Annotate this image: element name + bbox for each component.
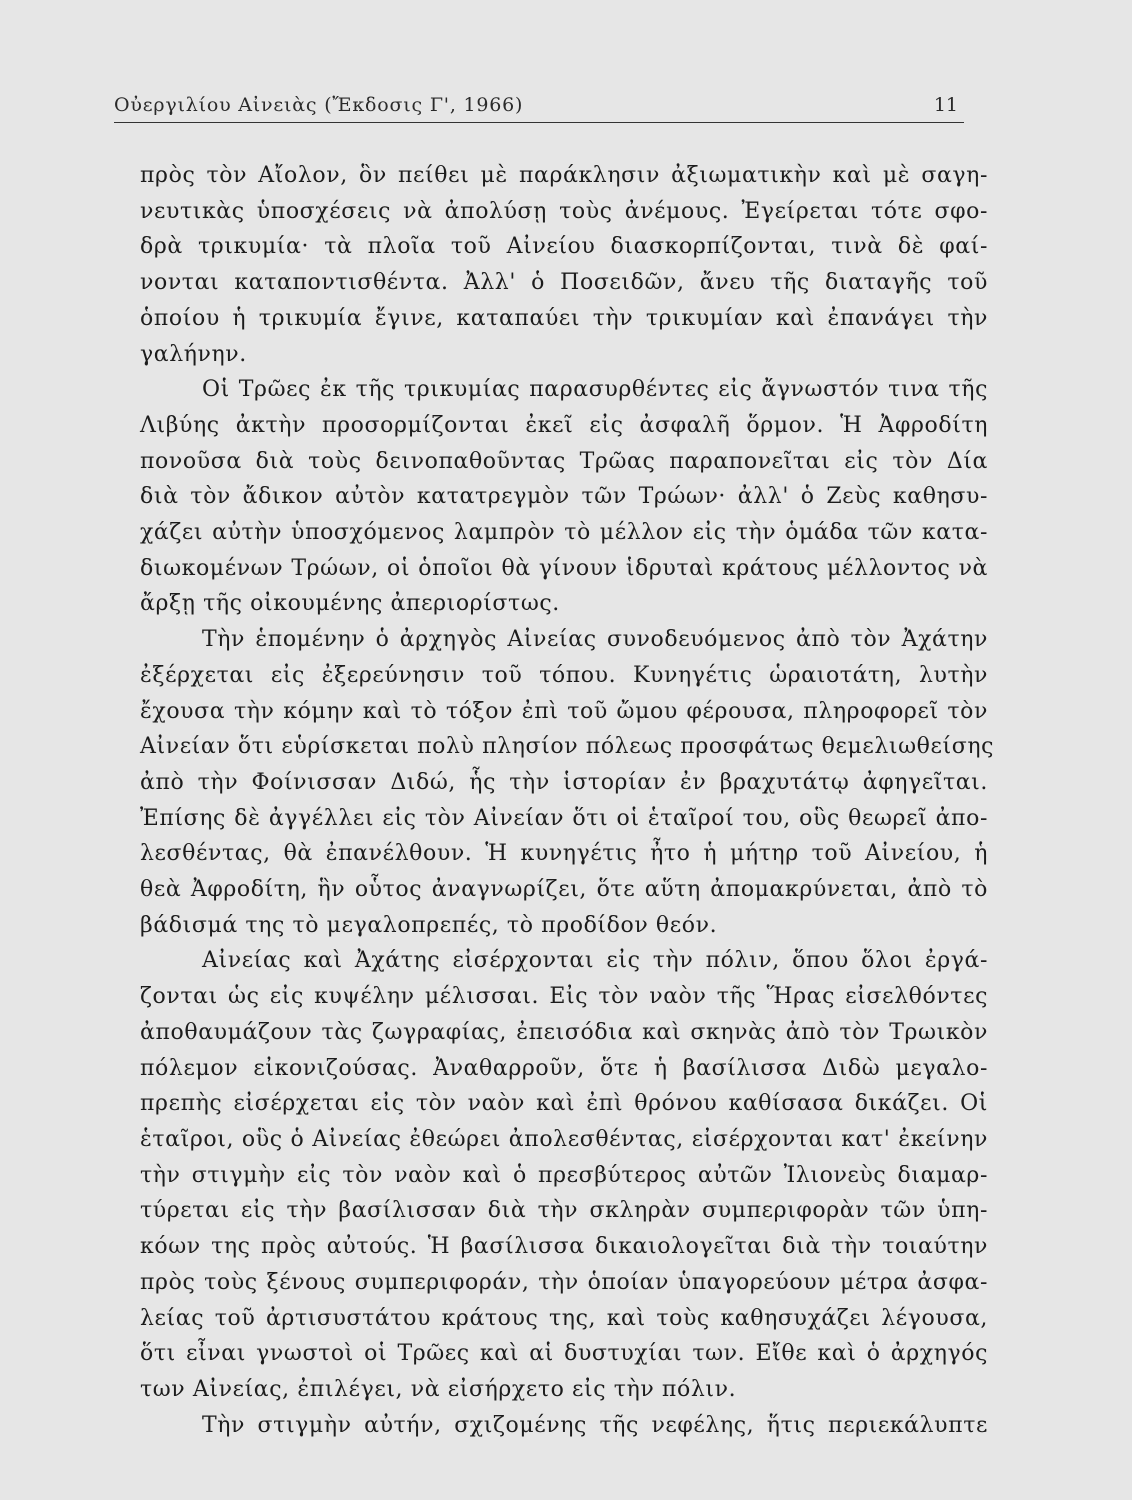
page-number: 11: [933, 94, 958, 116]
text-line: πόλεμον εἰκονιζούσας. Ἀναθαρροῦν, ὅτε ἡ βασίλισσα Διδὼ μεγαλο-: [140, 1055, 988, 1081]
running-title: Οὐεργιλίου Αἰνειὰς (Ἔκδοσις Γ', 1966): [114, 94, 524, 116]
paragraph-first-line: Τὴν ἑπομένην ὁ ἀρχηγὸς Αἰνείας συνοδευόμενος ἀπὸ τὸν Ἀχάτην: [202, 627, 988, 653]
body-text: [140, 158, 995, 1443]
text-line: ἄρξῃ τῆς οἰκουμένης ἀπεριορίστως.: [140, 591, 560, 617]
text-line: Ἐπίσης δὲ ἀγγέλλει εἰς τὸν Αἰνείαν ὅτι οἱ ἑταῖροί του, οὓς θεωρεῖ ἀπο-: [140, 805, 988, 831]
text-line: κόων της πρὸς αὐτούς. Ἡ βασίλισσα δικαιολογεῖται διὰ τὴν τοιαύτην: [140, 1234, 988, 1260]
text-line: πρὸς τοὺς ξένους συμπεριφοράν, τὴν ὁποίαν ὑπαγορεύουν μέτρα ἀσφα-: [140, 1269, 988, 1295]
text-line: διωκομένων Τρώων, οἱ ὁποῖοι θὰ γίνουν ἱδρυταὶ κράτους μέλλοντος νὰ: [140, 555, 988, 581]
text-line: ἀποθαυμάζουν τὰς ζωγραφίας, ἐπεισόδια καὶ σκηνὰς ἀπὸ τὸν Τρωικὸν: [140, 1019, 988, 1045]
text-line: νευτικὰς ὑποσχέσεις νὰ ἀπολύσῃ τοὺς ἀνέμους. Ἐγείρεται τότε σφο-: [140, 198, 988, 224]
text-line: τὴν στιγμὴν εἰς τὸν ναὸν καὶ ὁ πρεσβύτερος αὐτῶν Ἰλιονεὺς διαμαρ-: [140, 1162, 988, 1188]
text-line: ζονται ὡς εἰς κυψέλην μέλισσαι. Εἰς τὸν ναὸν τῆς Ἥρας εἰσελθόντες: [140, 984, 988, 1010]
page-header: [114, 86, 964, 123]
text-line: Αἰνείαν ὅτι εὑρίσκεται πολὺ πλησίον πόλεως προσφάτως θεμελιωθείσης: [140, 734, 995, 760]
text-line: δρὰ τρικυμία· τὰ πλοῖα τοῦ Αἰνείου διασκορπίζονται, τινὰ δὲ φαί-: [140, 234, 988, 260]
text-line: θεὰ Ἀφροδίτη, ἣν οὗτος ἀναγνωρίζει, ὅτε αὕτη ἀπομακρύνεται, ἀπὸ τὸ: [140, 877, 988, 903]
paragraph-first-line: Αἰνείας καὶ Ἀχάτης εἰσέρχονται εἰς τὴν πόλιν, ὅπου ὅλοι ἐργά-: [202, 948, 988, 974]
text-line: ἐξέρχεται εἰς ἐξερεύνησιν τοῦ τόπου. Κυνηγέτις ὡραιοτάτη, λυτὴν: [140, 662, 988, 688]
text-line: διὰ τὸν ἄδικον αὐτὸν κατατρεγμὸν τῶν Τρώων· ἀλλ' ὁ Ζεὺς καθησυ-: [140, 484, 988, 510]
text-line: λείας τοῦ ἀρτισυστάτου κράτους της, καὶ τοὺς καθησυχάζει λέγουσα,: [140, 1305, 988, 1331]
text-line: χάζει αὐτὴν ὑποσχόμενος λαμπρὸν τὸ μέλλον εἰς τὴν ὁμάδα τῶν κατα-: [140, 520, 988, 546]
text-line: πρὸς τὸν Αἴολον, ὃν πείθει μὲ παράκλησιν ἀξιωματικὴν καὶ μὲ σαγη-: [140, 163, 988, 188]
text-line: τύρεται εἰς τὴν βασίλισσαν διὰ τὴν σκληρὰν συμπεριφορὰν τῶν ὑπη-: [140, 1198, 988, 1224]
text-line: λεσθέντας, θὰ ἐπανέλθουν. Ἡ κυνηγέτις ἦτο ἡ μήτηρ τοῦ Αἰνείου, ἡ: [140, 841, 988, 867]
paragraph-first-line: Τὴν στιγμὴν αὐτήν, σχιζομένης τῆς νεφέλης, ἥτις περιεκάλυπτε: [202, 1412, 988, 1438]
text-line: πονοῦσα διὰ τοὺς δεινοπαθοῦντας Τρῶας παραπονεῖται εἰς τὸν Δία: [140, 448, 988, 474]
text-line: Λιβύης ἀκτὴν προσορμίζονται ἐκεῖ εἰς ἀσφαλῆ ὅρμον. Ἡ Ἀφροδίτη: [140, 412, 988, 438]
text-line: ἀπὸ τὴν Φοίνισσαν Διδώ, ἧς τὴν ἱστορίαν ἐν βραχυτάτῳ ἀφηγεῖται.: [140, 769, 988, 795]
text-line: ἔχουσα τὴν κόμην καὶ τὸ τόξον ἐπὶ τοῦ ὤμου φέρουσα, πληροφορεῖ τὸν: [140, 698, 988, 724]
text-line: πρεπὴς εἰσέρχεται εἰς τὸν ναὸν καὶ ἐπὶ θρόνου καθίσασα δικάζει. Οἱ: [140, 1091, 988, 1117]
text-line: ἑταῖροι, οὓς ὁ Αἰνείας ἐθεώρει ἀπολεσθέντας, εἰσέρχονται κατ' ἐκείνην: [140, 1126, 988, 1152]
text-line: νονται καταποντισθέντα. Ἀλλ' ὁ Ποσειδῶν, ἄνευ τῆς διαταγῆς τοῦ: [140, 270, 988, 296]
text-line: ὅτι εἶναι γνωστοὶ οἱ Τρῶες καὶ αἱ δυστυχίαι των. Εἴθε καὶ ὁ ἀρχηγός: [140, 1341, 988, 1367]
paragraph-first-line: Οἱ Τρῶες ἐκ τῆς τρικυμίας παρασυρθέντες εἰς ἄγνωστόν τινα τῆς: [202, 377, 988, 403]
text-line: γαλήνην.: [140, 341, 247, 367]
text-line: βάδισμά της τὸ μεγαλοπρεπές, τὸ προδίδον θεόν.: [140, 912, 718, 938]
text-line: των Αἰνείας, ἐπιλέγει, νὰ εἰσήρχετο εἰς τὴν πόλιν.: [140, 1376, 737, 1402]
text-line: ὁποίου ἡ τρικυμία ἔγινε, καταπαύει τὴν τρικυμίαν καὶ ἐπανάγει τὴν: [140, 305, 988, 331]
